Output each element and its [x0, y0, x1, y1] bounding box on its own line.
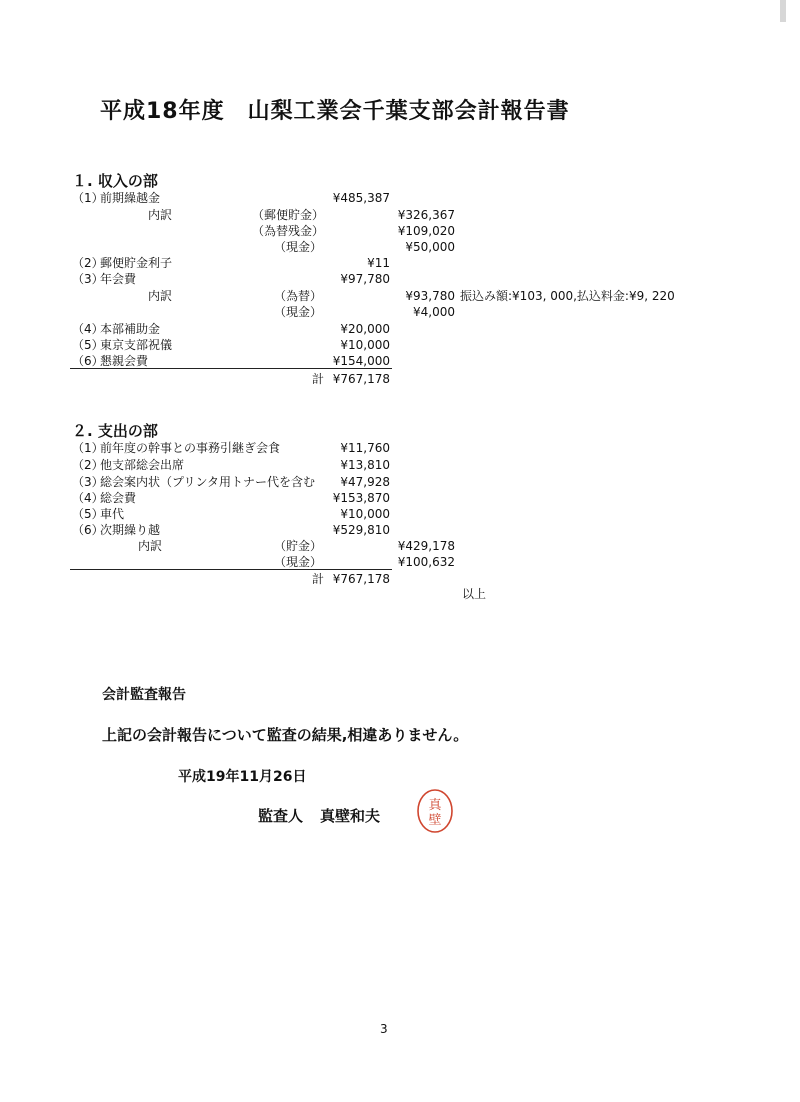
expense-item-label: 車代 — [100, 507, 125, 521]
expense-item-label: 前年度の幹事との事務引継ぎ会食 — [100, 441, 281, 455]
income-breakdown1-row-amount: ¥326,367 — [397, 208, 455, 222]
expense-item-amount: ¥13,810 — [340, 458, 390, 472]
income-item-amount: ¥10,000 — [340, 338, 390, 352]
income-item-label: 東京支部祝儀 — [100, 338, 173, 352]
income-breakdown1-label: 内訳 — [148, 208, 173, 222]
income-breakdown1-row-label: （為替残金） — [252, 224, 325, 238]
auditor-name: 真壁和夫 — [320, 807, 381, 825]
page-number: 3 — [380, 1022, 388, 1036]
expense-item-amount: ¥10,000 — [340, 507, 390, 521]
income-breakdown1-row-label: （現金） — [274, 240, 323, 254]
expense-item-label: 他支部総会出席 — [100, 458, 185, 472]
income-heading: １. 収入の部 — [72, 172, 158, 190]
expense-item-amount: ¥153,870 — [332, 491, 390, 505]
end-mark: 以上 — [462, 587, 487, 601]
expense-heading: ２. 支出の部 — [72, 422, 158, 440]
income-item-label: 前期繰越金 — [100, 191, 161, 205]
income-item-amount: ¥11 — [367, 256, 390, 270]
expense-breakdown6-row-label: （現金） — [274, 555, 323, 569]
income-breakdown1-row-label: （郵便貯金） — [252, 208, 325, 222]
seal-char: 壁 — [428, 813, 442, 828]
expense-total-label: 計 — [312, 572, 325, 586]
income-item-label: 郵便貯金利子 — [100, 256, 173, 270]
expense-item-amount: ¥11,760 — [340, 441, 390, 455]
income-breakdown1-row-amount: ¥109,020 — [397, 224, 455, 238]
expense-item-num: （3） — [72, 475, 104, 489]
document-title: 平成18年度 山梨工業会千葉支部会計報告書 — [100, 99, 570, 124]
expense-item-num: （2） — [72, 458, 104, 472]
audit-date: 平成19年11月26日 — [178, 769, 307, 785]
income-breakdown3-row-label: （現金） — [274, 305, 323, 319]
auditor-seal — [416, 788, 454, 834]
income-breakdown3-row-note: 振込み額:¥103, 000,払込料金:¥9, 220 — [460, 289, 675, 303]
income-item-amount: ¥20,000 — [340, 322, 390, 336]
expense-item-label: 次期繰り越 — [100, 523, 161, 537]
audit-statement: 上記の会計報告について監査の結果,相違ありません。 — [102, 726, 469, 744]
expense-item-num: （5） — [72, 507, 104, 521]
expense-item-num: （1） — [72, 441, 104, 455]
audit-heading: 会計監査報告 — [102, 687, 186, 703]
income-item-num: （5） — [72, 338, 104, 352]
expense-item-amount: ¥529,810 — [332, 523, 390, 537]
income-breakdown3-label: 内訳 — [148, 289, 173, 303]
expense-breakdown6-row-amount: ¥429,178 — [397, 539, 455, 553]
seal-char: 真 — [428, 798, 442, 813]
expense-breakdown6-label: 内訳 — [138, 539, 163, 553]
expense-item-label: 総会費 — [100, 491, 137, 505]
income-item-amount: ¥485,387 — [332, 191, 390, 205]
income-breakdown3-row-label: （為替） — [274, 289, 323, 303]
income-item-amount: ¥97,780 — [340, 272, 390, 286]
income-item-label: 本部補助金 — [100, 322, 161, 336]
expense-item-amount: ¥47,928 — [340, 475, 390, 489]
auditor-title: 監査人 — [258, 807, 304, 825]
expense-item-label: 総会案内状（プリンタ用トナー代を含む — [100, 475, 316, 489]
expense-breakdown6-row-amount: ¥100,632 — [397, 555, 455, 569]
income-total-amount: ¥767,178 — [332, 372, 390, 386]
income-item-num: （3） — [72, 272, 104, 286]
expense-total-rule — [70, 569, 392, 570]
income-item-num: （6） — [72, 354, 104, 368]
income-breakdown3-row-amount: ¥93,780 — [405, 289, 455, 303]
income-total-rule — [70, 368, 392, 369]
expense-breakdown6-row-label: （貯金） — [274, 539, 323, 553]
expense-item-num: （6） — [72, 523, 104, 537]
income-total-label: 計 — [312, 372, 325, 386]
income-item-amount: ¥154,000 — [332, 354, 390, 368]
scan-edge-mark — [780, 0, 786, 22]
income-breakdown3-row-amount: ¥4,000 — [413, 305, 455, 319]
income-item-label: 年会費 — [100, 272, 137, 286]
income-item-num: （1） — [72, 191, 104, 205]
income-item-num: （2） — [72, 256, 104, 270]
income-breakdown1-row-amount: ¥50,000 — [405, 240, 455, 254]
income-item-label: 懇親会費 — [100, 354, 149, 368]
expense-item-num: （4） — [72, 491, 104, 505]
expense-total-amount: ¥767,178 — [332, 572, 390, 586]
income-item-num: （4） — [72, 322, 104, 336]
